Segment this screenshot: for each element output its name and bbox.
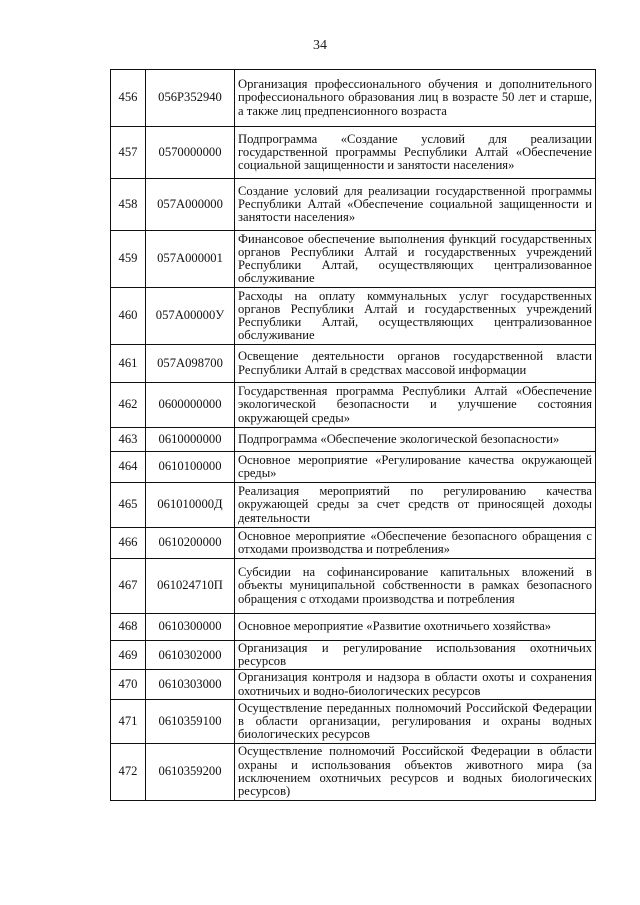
row-code: 0570000000 — [146, 127, 235, 179]
row-description: Осуществление полномочий Российской Федерации в области охраны и использования объектов животного мира (за исключением охотничьих ресурсов и водных биологических ресурсов) — [235, 743, 596, 800]
row-code: 057A098700 — [146, 345, 235, 383]
row-description: Финансовое обеспечение выполнения функций государственных органов Республики Алтай и государственных учреждений Республики Алтай, осуществляющих централизованное обслуживание — [235, 231, 596, 288]
table-row — [111, 288, 596, 345]
row-code: 0610000000 — [146, 428, 235, 452]
row-code: 0610302000 — [146, 641, 235, 670]
row-number: 460 — [111, 288, 146, 345]
row-description: Подпрограмма «Обеспечение экологической безопасности» — [235, 428, 596, 452]
row-code: 0610359200 — [146, 743, 235, 800]
row-description: Подпрограмма «Создание условий для реализации государственной программы Республики Алтай «Обеспечение социальной защищенности и занятости населения» — [235, 127, 596, 179]
row-description: Организация контроля и надзора в области охоты и сохранения охотничьих и водно-биологических ресурсов — [235, 670, 596, 699]
table-row — [111, 70, 596, 127]
row-number: 464 — [111, 452, 146, 483]
row-number: 468 — [111, 614, 146, 641]
row-description: Субсидии на софинансирование капитальных вложений в объекты муниципальной собственности в рамках безопасного обращения с отходами производства и потребления — [235, 559, 596, 614]
row-description: Основное мероприятие «Регулирование качества окружающей среды» — [235, 452, 596, 483]
row-number: 462 — [111, 383, 146, 428]
row-code: 0600000000 — [146, 383, 235, 428]
row-number: 472 — [111, 743, 146, 800]
table-row — [111, 179, 596, 231]
table-row — [111, 641, 596, 670]
budget-code-table — [110, 69, 596, 801]
row-description: Освещение деятельности органов государственной власти Республики Алтай в средствах массовой информации — [235, 345, 596, 383]
row-description: Основное мероприятие «Развитие охотничьего хозяйства» — [235, 614, 596, 641]
table-body — [111, 70, 596, 801]
row-number: 458 — [111, 179, 146, 231]
row-number: 461 — [111, 345, 146, 383]
row-number: 466 — [111, 528, 146, 559]
row-description: Расходы на оплату коммунальных услуг государственных органов Республики Алтай и государственных учреждений Республики Алтай, осуществляющих централизованное обслуживание — [235, 288, 596, 345]
table-row — [111, 483, 596, 528]
table-row — [111, 670, 596, 699]
row-code: 0610200000 — [146, 528, 235, 559]
row-number: 465 — [111, 483, 146, 528]
table-row — [111, 127, 596, 179]
table-row — [111, 614, 596, 641]
table-row — [111, 559, 596, 614]
row-number: 471 — [111, 699, 146, 743]
row-code: 0610300000 — [146, 614, 235, 641]
row-description: Организация профессионального обучения и дополнительного профессионального образования лиц в возрасте 50 лет и старше, а также лиц предпенсионного возраста — [235, 70, 596, 127]
row-code: 057A000000 — [146, 179, 235, 231]
table-row — [111, 428, 596, 452]
row-number: 469 — [111, 641, 146, 670]
row-code: 0610303000 — [146, 670, 235, 699]
row-number: 456 — [111, 70, 146, 127]
row-number: 467 — [111, 559, 146, 614]
table-row — [111, 452, 596, 483]
row-code: 061010000Д — [146, 483, 235, 528]
row-description: Организация и регулирование использования охотничьих ресурсов — [235, 641, 596, 670]
table-row — [111, 528, 596, 559]
table-row — [111, 699, 596, 743]
row-number: 470 — [111, 670, 146, 699]
row-code: 061024710П — [146, 559, 235, 614]
table-row — [111, 383, 596, 428]
row-number: 463 — [111, 428, 146, 452]
row-code: 057A00000У — [146, 288, 235, 345]
row-description: Государственная программа Республики Алтай «Обеспечение экологической безопасности и улучшение состояния окружающей среды» — [235, 383, 596, 428]
table-row — [111, 743, 596, 800]
row-code: 0610359100 — [146, 699, 235, 743]
page-number: 34 — [313, 38, 327, 53]
row-description: Создание условий для реализации государственной программы Республики Алтай «Обеспечение социальной защищенности и занятости населения» — [235, 179, 596, 231]
row-code: 057A000001 — [146, 231, 235, 288]
row-number: 457 — [111, 127, 146, 179]
row-description: Основное мероприятие «Обеспечение безопасного обращения с отходами производства и потребления» — [235, 528, 596, 559]
row-description: Осуществление переданных полномочий Российской Федерации в области организации, регулирования и охраны водных биологических ресурсов — [235, 699, 596, 743]
row-code: 0610100000 — [146, 452, 235, 483]
table-row — [111, 231, 596, 288]
row-number: 459 — [111, 231, 146, 288]
row-code: 056P352940 — [146, 70, 235, 127]
table-row — [111, 345, 596, 383]
row-description: Реализация мероприятий по регулированию качества окружающей среды за счет средств от приносящей доходы деятельности — [235, 483, 596, 528]
